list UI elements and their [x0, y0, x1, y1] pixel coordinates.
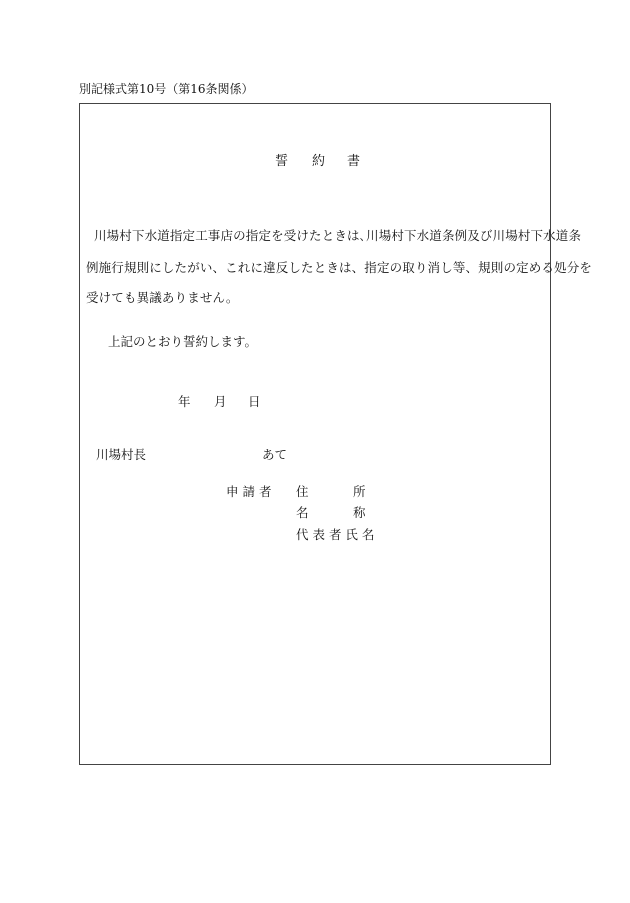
body-line-1 — [86, 226, 581, 244]
date-year: 年 — [178, 394, 191, 409]
title-char-1: 誓 — [275, 154, 289, 169]
addressee-suffix: あて — [262, 447, 288, 462]
title-char-2: 約 — [312, 154, 326, 169]
body-line-1-text: 川場村下水道指定工事店の指定を受けたときは､川場村下水道条例及び川場村下水道条 — [94, 228, 582, 243]
body-line-3: 受けても異議ありません。 — [86, 290, 239, 305]
name-label-2: 称 — [353, 505, 366, 520]
name-label-1: 名 — [296, 505, 309, 520]
addressee-name: 川場村長 — [96, 447, 147, 462]
date-month: 月 — [214, 394, 227, 409]
title-char-3: 書 — [347, 154, 361, 169]
address-label-2: 所 — [353, 484, 366, 499]
form-number: 別記様式第10号（第16条関係） — [79, 82, 254, 96]
applicant-label: 申 請 者 — [226, 484, 272, 499]
body-line-2: 例施行規則にしたがい、これに違反したときは、指定の取り消し等、規則の定める処分を — [86, 260, 593, 275]
representative-label: 代 表 者 氏 名 — [296, 527, 375, 542]
pledge-form-frame — [79, 103, 551, 765]
address-label-1: 住 — [296, 484, 309, 499]
date-day: 日 — [248, 394, 261, 409]
pledge-statement: 上記のとおり誓約します。 — [108, 334, 258, 349]
